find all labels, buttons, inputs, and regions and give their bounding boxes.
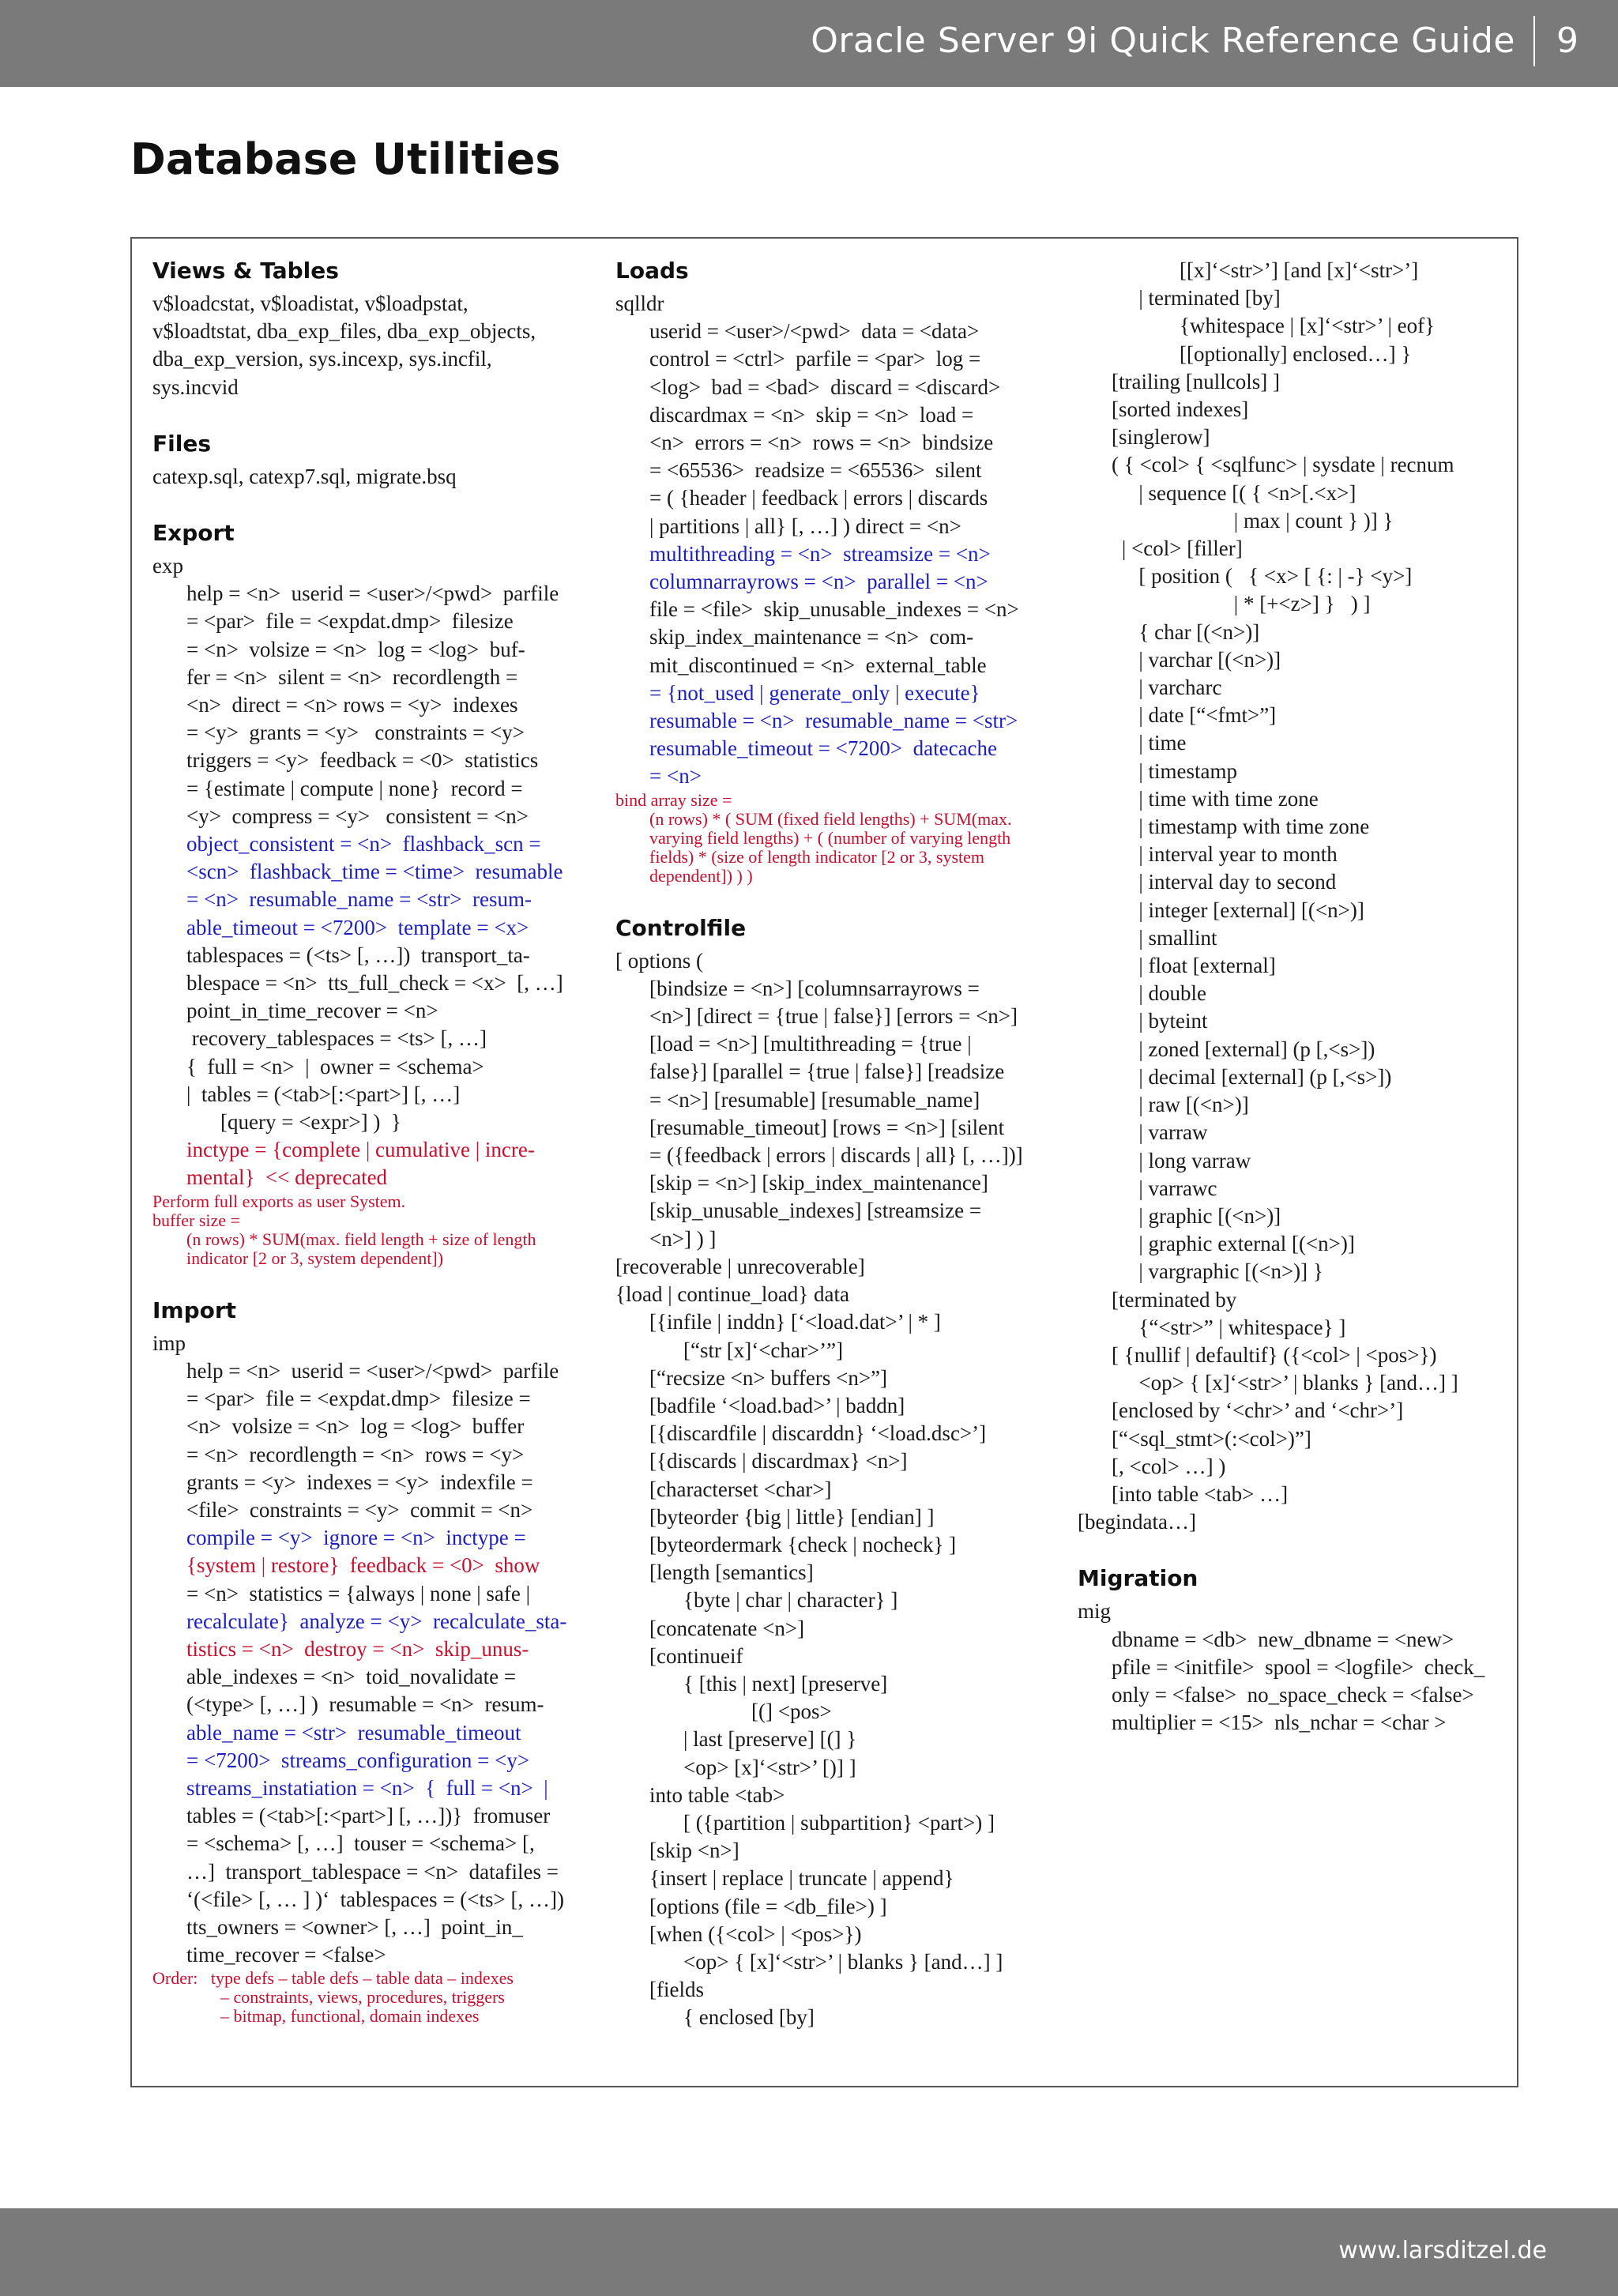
syntax-line: [“<sql_stmt>(:<col>)”] (1112, 1426, 1311, 1451)
syntax-line: [{infile | inddn} [‘<load.dat>’ | * ] (649, 1310, 941, 1334)
syntax-line: control = <ctrl> parfile = <par> log = (649, 347, 981, 371)
syntax-line: able_timeout = <7200> template = <x> (186, 915, 529, 939)
syntax-line: | varraw (1138, 1120, 1208, 1145)
note-line: dependent]) ) ) (649, 865, 753, 886)
syntax-line: false}] [parallel = {true | false}] [readsize (649, 1060, 1005, 1084)
syntax-line: <op> { [x]‘<str>’ | blanks } [and…] ] (683, 1949, 1003, 1974)
section-gap (152, 401, 579, 430)
syntax-line: dbname = <db> new_dbname = <new> (1112, 1627, 1454, 1651)
column-left (152, 257, 579, 2026)
syntax-line: <log> bad = <bad> discard = <discard> (649, 375, 1001, 399)
syntax-line: [(] <pos> (751, 1699, 832, 1724)
syntax-line: <op> { [x]‘<str>’ | blanks } [and…] ] (1138, 1371, 1458, 1395)
section-heading: Export (152, 520, 235, 547)
syntax-line: {system | restore} feedback = <0> show (186, 1553, 540, 1578)
syntax-line: [recoverable | unrecoverable] (615, 1254, 865, 1278)
syntax-line: object_consistent = <n> flashback_scn = (186, 832, 541, 856)
syntax-line: help = <n> userid = <user>/<pwd> parfile (186, 1358, 559, 1383)
section-heading: Controlfile (615, 914, 747, 941)
syntax-line: columnarrayrows = <n> parallel = <n> (649, 570, 988, 594)
syntax-line: [byteorder {big | little} [endian] ] (649, 1504, 935, 1529)
syntax-line: [trailing [nullcols] ] (1112, 369, 1280, 393)
syntax-line: | partitions | all} [, …] ) direct = <n> (649, 514, 961, 538)
syntax-line: [enclosed by ‘<chr>’ and ‘<chr>’] (1112, 1398, 1404, 1423)
syntax-line: | raw [(<n>)] (1138, 1093, 1249, 1117)
note-line: varying field lengths) + ( (number of varying length (649, 827, 1011, 848)
syntax-line: inctype = {complete | cumulative | incre- (186, 1138, 535, 1162)
syntax-line: = <y> grants = <y> constraints = <y> (186, 721, 525, 745)
section-heading: Files (152, 430, 211, 457)
syntax-line: | timestamp with time zone (1138, 815, 1370, 839)
syntax-line: [singlerow] (1112, 425, 1210, 450)
syntax-line: = <n> volsize = <n> log = <log> buf- (186, 637, 525, 661)
syntax-line: file = <file> skip_unusable_indexes = <n> (649, 597, 1019, 622)
syntax-line: { full = <n> | owner = <schema> (186, 1054, 484, 1078)
syntax-line: [skip = <n>] [skip_index_maintenance] (649, 1171, 988, 1195)
syntax-line: | interval year to month (1138, 842, 1338, 867)
syntax-line: help = <n> userid = <user>/<pwd> parfile (186, 582, 559, 606)
syntax-line: [continueif (649, 1643, 743, 1668)
syntax-line: = <7200> streams_configuration = <y> (186, 1748, 530, 1772)
syntax-line: fer = <n> silent = <n> recordlength = (186, 664, 518, 689)
syntax-line: resumable_timeout = <7200> datecache (649, 736, 998, 761)
syntax-line: <n> errors = <n> rows = <n> bindsize (649, 431, 994, 455)
syntax-line: | graphic external [(<n>)] (1138, 1232, 1355, 1256)
syntax-line: { char [(<n>)] (1138, 619, 1260, 644)
syntax-line: [sorted indexes] (1112, 397, 1249, 422)
syntax-line: = <par> file = <expdat.dmp> filesize = (186, 1387, 531, 1411)
section-gap (615, 886, 1042, 914)
syntax-line: mental} << deprecated (186, 1165, 388, 1190)
syntax-line: | vargraphic [(<n>)] } (1138, 1259, 1323, 1284)
syntax-line: ( { <col> { <sqlfunc> | sysdate | recnum (1112, 453, 1454, 477)
syntax-line: v$loadcstat, v$loadistat, v$loadpstat, (152, 292, 468, 315)
syntax-line: [concatenate <n>] (649, 1616, 805, 1640)
syntax-line: grants = <y> indexes = <y> indexfile = (186, 1470, 533, 1494)
syntax-line: <y> compress = <y> consistent = <n> (186, 804, 529, 828)
syntax-line: [ {nullif | defaultif} ({<col> | <pos>}) (1112, 1342, 1437, 1367)
syntax-line: | sequence [( { <n>[.<x>] (1138, 480, 1356, 505)
syntax-line: <n> volsize = <n> log = <log> buffer (186, 1414, 525, 1439)
syntax-line: = <n> resumable_name = <str> resum- (186, 887, 532, 912)
syntax-line: [skip_unusable_indexes] [streamsize = (649, 1199, 982, 1223)
syntax-line: imp (152, 1331, 186, 1355)
syntax-line: {“<str>” | whitespace} ] (1138, 1315, 1346, 1339)
page-number: 9 (1556, 21, 1578, 61)
syntax-line: [byteordermark {check | nocheck} ] (649, 1532, 957, 1556)
syntax-line: | integer [external] [(<n>)] (1138, 898, 1364, 922)
syntax-line: [bindsize = <n>] [columnsarrayrows = (649, 976, 980, 1000)
syntax-line: {insert | replace | truncate | append} (649, 1866, 954, 1891)
syntax-line: (<type> [, …] ) resumable = <n> resum- (186, 1692, 544, 1717)
syntax-line: [“recsize <n> buffers <n>”] (649, 1365, 888, 1390)
syntax-line: | time with time zone (1138, 786, 1319, 811)
syntax-line: [badfile ‘<load.bad>’ | baddn] (649, 1393, 905, 1417)
note-line: (n rows) * SUM(max. field length + size of length (186, 1229, 536, 1249)
syntax-line: | smallint (1138, 925, 1217, 950)
syntax-line: = <schema> [, …] touser = <schema> [, (186, 1831, 535, 1856)
syntax-line: into table <tab> (649, 1782, 785, 1807)
syntax-line: catexp.sql, catexp7.sql, migrate.bsq (152, 464, 457, 488)
syntax-line: mig (1078, 1599, 1112, 1624)
syntax-line: [ position ( { <x> [ {: | -} <y>] (1138, 564, 1413, 589)
syntax-line: tablespaces = (<ts> [, …]) transport_ta- (186, 943, 530, 967)
syntax-line: [resumable_timeout] [rows = <n>] [silent (649, 1115, 1005, 1139)
syntax-line: [when ({<col> | <pos>}) (649, 1921, 862, 1946)
syntax-line: | graphic [(<n>)] (1138, 1203, 1281, 1228)
syntax-line: [“str [x]‘<char>’”] (683, 1338, 844, 1362)
syntax-line: [characterset <char>] (649, 1477, 832, 1501)
syntax-line: time_recover = <false> (186, 1943, 386, 1967)
header-separator (1533, 16, 1535, 66)
section-gap (152, 1268, 579, 1297)
header-bar (0, 0, 1618, 87)
syntax-line: | * [+<z>] } ) ] (1233, 592, 1371, 616)
footer-bar (0, 2208, 1618, 2296)
syntax-line: v$loadtstat, dba_exp_files, dba_exp_objects, (152, 319, 536, 344)
section-heading: Views & Tables (152, 258, 339, 284)
syntax-line: | date [“<fmt>”] (1138, 703, 1277, 728)
guide-title: Oracle Server 9i Quick Reference Guide (811, 21, 1515, 61)
syntax-line: = <65536> readsize = <65536> silent (649, 458, 982, 483)
section-gap (1078, 1536, 1520, 1564)
syntax-line: {whitespace | [x]‘<str>’ | eof} (1180, 314, 1436, 338)
syntax-line: | varchar [(<n>)] (1138, 647, 1281, 672)
syntax-line: resumable = <n> resumable_name = <str> (649, 709, 1018, 733)
note-line: Perform full exports as user System. (152, 1191, 406, 1211)
syntax-line: | interval day to second (1138, 870, 1337, 894)
column-middle (615, 257, 1042, 2032)
syntax-line: skip_index_maintenance = <n> com- (649, 625, 974, 649)
syntax-line: [begindata…] (1078, 1510, 1196, 1534)
syntax-line: only = <false> no_space_check = <false> (1112, 1682, 1474, 1707)
syntax-line: = ({feedback | errors | discards | all} [, …])] (649, 1143, 1023, 1168)
syntax-line: compile = <y> ignore = <n> inctype = (186, 1526, 526, 1550)
syntax-line: [load = <n>] [multithreading = {true | (649, 1032, 972, 1056)
syntax-line: recovery_tablespaces = <ts> [, …] (186, 1026, 487, 1051)
syntax-line: <scn> flashback_time = <time> resumable (186, 860, 563, 884)
syntax-line: sys.incvid (152, 375, 239, 399)
syntax-line: | varrawc (1138, 1176, 1217, 1200)
syntax-line: [ ({partition | subpartition} <part>) ] (683, 1810, 995, 1835)
note-line: (n rows) * ( SUM (fixed field lengths) + SUM(max. (649, 808, 1012, 829)
note-line: buffer size = (152, 1210, 240, 1230)
syntax-line: | varcharc (1138, 676, 1222, 700)
syntax-line: [[x]‘<str>’] [and [x]‘<str>’] (1180, 258, 1419, 282)
section-gap (152, 491, 579, 519)
syntax-line: | terminated [by] (1138, 286, 1281, 311)
syntax-line: | time (1138, 731, 1187, 755)
syntax-line: able_name = <str> resumable_timeout (186, 1720, 521, 1745)
syntax-line: [options (file = <db_file>) ] (649, 1894, 887, 1918)
syntax-line: <file> constraints = <y> commit = <n> (186, 1497, 533, 1522)
syntax-line: multithreading = <n> streamsize = <n> (649, 541, 991, 566)
syntax-line: multiplier = <15> nls_nchar = <char > (1112, 1711, 1447, 1735)
syntax-line: <n> direct = <n> rows = <y> indexes (186, 693, 518, 717)
syntax-line: = <n> (649, 764, 702, 789)
syntax-line: <op> [x]‘<str>’ [)] ] (683, 1755, 856, 1779)
syntax-line: [[optionally] enclosed…] } (1180, 341, 1412, 366)
syntax-line: {byte | char | character} ] (683, 1588, 898, 1613)
syntax-line: = <par> file = <expdat.dmp> filesize (186, 609, 514, 634)
syntax-line: tistics = <n> destroy = <n> skip_unus- (186, 1636, 529, 1661)
syntax-line: exp (152, 554, 183, 578)
page-title: Database Utilities (130, 134, 561, 184)
syntax-line: = <n> recordlength = <n> rows = <y> (186, 1442, 525, 1466)
syntax-line: | double (1138, 981, 1207, 1006)
footer-url: www.larsditzel.de (1338, 2237, 1547, 2264)
syntax-line: [ options ( (615, 948, 703, 973)
syntax-line: [terminated by (1112, 1287, 1237, 1312)
section-heading: Loads (615, 258, 689, 284)
syntax-line: | <col> [filler] (1121, 536, 1243, 561)
syntax-line: <n>] [direct = {true | false}] [errors = <n>] (649, 1004, 1018, 1029)
syntax-line: = {estimate | compute | none} record = (186, 776, 523, 800)
syntax-line: | float [external] (1138, 954, 1276, 978)
note-line: bind array size = (615, 789, 732, 810)
syntax-line: | max | count } )] } (1233, 508, 1394, 533)
section-heading: Import (152, 1297, 237, 1323)
syntax-line: userid = <user>/<pwd> data = <data> (649, 319, 980, 344)
syntax-line: tts_owners = <owner> [, …] point_in_ (186, 1914, 523, 1939)
syntax-line: point_in_time_recover = <n> (186, 999, 438, 1023)
section-heading: Migration (1078, 1565, 1198, 1592)
syntax-line: | long varraw (1138, 1148, 1251, 1172)
syntax-line: triggers = <y> feedback = <0> statistics (186, 748, 539, 773)
syntax-line: [length [semantics] (649, 1560, 814, 1585)
syntax-line: { enclosed [by] (683, 2005, 815, 2030)
column-right (1078, 257, 1520, 1737)
syntax-line: blespace = <n> tts_full_check = <x> [, …] (186, 971, 563, 996)
syntax-line: tables = (<tab>[:<part>] [, …])} fromuser (186, 1804, 551, 1828)
syntax-line: | decimal [external] (p [,<s>]) (1138, 1064, 1392, 1089)
syntax-line: | byteint (1138, 1009, 1208, 1033)
note-line: – bitmap, functional, domain indexes (220, 2006, 480, 2027)
syntax-line: able_indexes = <n> toid_novalidate = (186, 1665, 517, 1689)
syntax-line: [skip <n>] (649, 1839, 739, 1863)
syntax-line: <n>] ) ] (649, 1226, 717, 1251)
syntax-line: dba_exp_version, sys.incexp, sys.incfil, (152, 347, 492, 371)
syntax-line: pfile = <initfile> spool = <logfile> check_ (1112, 1654, 1485, 1679)
syntax-line: = {not_used | generate_only | execute} (649, 680, 980, 705)
syntax-line: | tables = (<tab>[:<part>] [, …] (186, 1082, 461, 1106)
syntax-line: | timestamp (1138, 758, 1238, 783)
syntax-line: ‘(<file> [, … ] )‘ tablespaces = (<ts> [, …]) (186, 1887, 564, 1911)
syntax-line: [query = <expr>] ) } (220, 1110, 401, 1135)
syntax-line: | zoned [external] (p [,<s>]) (1138, 1037, 1375, 1061)
syntax-line: …] transport_tablespace = <n> datafiles = (186, 1859, 559, 1884)
syntax-line: discardmax = <n> skip = <n> load = (649, 402, 974, 427)
syntax-line: = ( {header | feedback | errors | discards (649, 486, 988, 510)
syntax-line: [fields (649, 1978, 704, 2002)
syntax-line: [, <col> …] ) (1112, 1454, 1226, 1478)
syntax-line: [{discardfile | discarddn} ‘<load.dsc>’] (649, 1421, 987, 1446)
syntax-line: { [this | next] [preserve] (683, 1671, 888, 1696)
syntax-line: streams_instatiation = <n> { full = <n> | (186, 1775, 548, 1800)
syntax-line: = <n> statistics = {always | none | safe | (186, 1581, 531, 1605)
note-line: Order: type defs – table defs – table data – indexes (152, 1968, 514, 1989)
syntax-line: recalculate} analyze = <y> recalculate_sta- (186, 1609, 567, 1633)
syntax-line: sqlldr (615, 292, 664, 315)
syntax-line: = <n>] [resumable] [resumable_name] (649, 1087, 980, 1112)
note-line: – constraints, views, procedures, triggers (220, 1987, 505, 2008)
syntax-line: {load | continue_load} data (615, 1282, 849, 1307)
note-line: indicator [2 or 3, system dependent]) (186, 1248, 444, 1268)
syntax-line: | last [preserve] [(] } (683, 1727, 857, 1752)
syntax-line: [{discards | discardmax} <n>] (649, 1449, 908, 1474)
syntax-line: mit_discontinued = <n> external_table (649, 653, 987, 677)
syntax-line: [into table <tab> …] (1112, 1481, 1289, 1506)
note-line: fields) * (size of length indicator [2 or 3, system (649, 846, 985, 867)
